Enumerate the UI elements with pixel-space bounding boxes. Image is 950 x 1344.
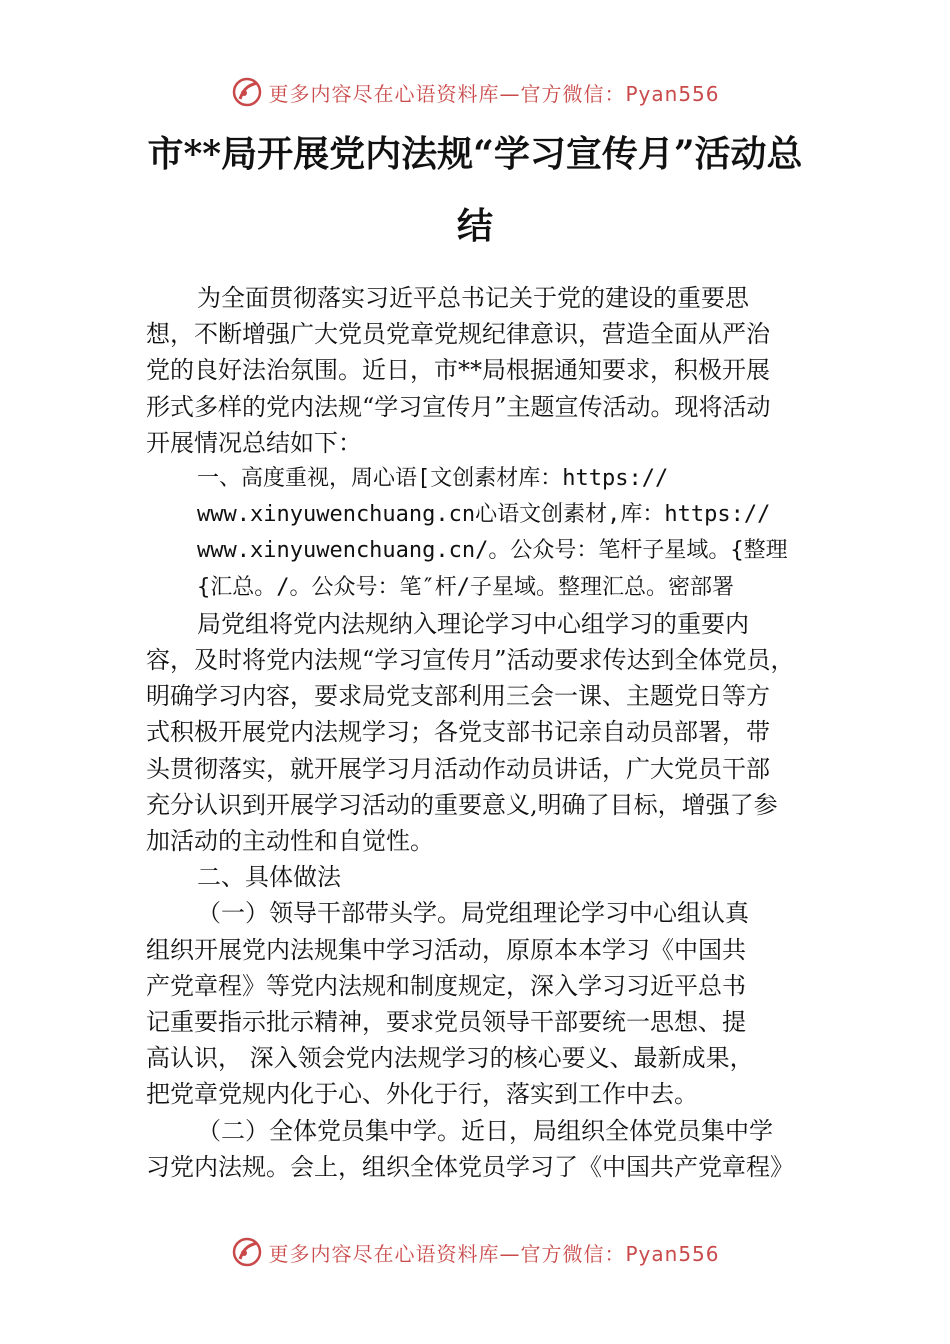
banner-separator: — [499, 81, 521, 106]
banner-wechat-id: Pyan556 [625, 81, 720, 106]
body-line: www.xinyuwenchuang.cn/。公众号：笔杆子星域。{整理 [197, 538, 788, 564]
body-line: 产党章程》等党内法规和制度规定，深入学习习近平总书 [146, 971, 746, 1000]
body-line: 党的良好法治氛围。近日，市**局根据通知要求，积极开展 [146, 356, 770, 385]
document-title [60, 118, 890, 262]
banner-official-label: 官方微信： [520, 81, 626, 106]
body-line: 组织开展党内法规集中学习活动，原原本本学习《中国共 [146, 935, 746, 964]
banner-main-text: 更多内容尽在心语资料库 [268, 1241, 500, 1266]
banner-wechat-id: Pyan556 [625, 1241, 720, 1266]
body-line: 二、具体做法 [197, 863, 341, 892]
body-line: 形式多样的党内法规“学习宣传月”主题宣传活动。现将活动 [146, 392, 771, 421]
body-line: 容，及时将党内法规“学习宣传月”活动要求传达到全体党员， [146, 646, 795, 675]
header-watermark-banner [0, 72, 950, 112]
body-line: （一）领导干部带头学。局党组理论学习中心组认真 [197, 899, 749, 928]
body-line: www.xinyuwenchuang.cn心语文创素材,库：https:// [197, 502, 771, 528]
title-line-1: 市**局开展党内法规“学习宣传月”活动总 [147, 133, 803, 175]
banner-official-label: 官方微信： [520, 1241, 626, 1266]
seal-logo-icon [230, 1235, 264, 1269]
title-line-2: 结 [456, 205, 493, 247]
body-line: 明确学习内容，要求局党支部利用三会一课、主题党日等方 [146, 682, 770, 711]
document-body [146, 280, 806, 1185]
body-line: 头贯彻落实，就开展学习月活动作动员讲话，广大党员干部 [146, 754, 770, 783]
body-line: {汇总。/。公众号：笔″杆/子星域。整理汇总。密部署 [197, 574, 734, 600]
body-line: 记重要指示批示精神，要求党员领导干部要统一思想、提 [146, 1008, 746, 1037]
body-line: 想，不断增强广大党员党章党规纪律意识，营造全面从严治 [146, 320, 770, 349]
footer-watermark-banner [0, 1232, 950, 1272]
body-line: （二）全体党员集中学。近日，局组织全体党员集中学 [197, 1116, 773, 1145]
body-line: 高认识， 深入领会党内法规学习的核心要义、最新成果， [146, 1044, 754, 1073]
body-line: 局党组将党内法规纳入理论学习中心组学习的重要内 [197, 609, 749, 638]
body-line: 充分认识到开展学习活动的重要意义,明确了目标，增强了参 [146, 790, 778, 819]
body-line: 加活动的主动性和自觉性。 [146, 827, 434, 856]
seal-logo-icon [230, 75, 264, 109]
body-line: 一、高度重视，周心语[文创素材库：https:// [197, 466, 669, 492]
banner-main-text: 更多内容尽在心语资料库 [268, 81, 500, 106]
banner-separator: — [499, 1241, 521, 1266]
body-line: 为全面贯彻落实习近平总书记关于党的建设的重要思 [197, 284, 749, 312]
body-line: 把党章党规内化于心、外化于行，落实到工作中去。 [146, 1080, 698, 1109]
body-line: 习党内法规。会上，组织全体党员学习了《中国共产党章程》 [146, 1152, 794, 1181]
body-line: 开展情况总结如下： [146, 428, 362, 457]
body-line: 式积极开展党内法规学习；各党支部书记亲自动员部署，带 [146, 718, 770, 747]
